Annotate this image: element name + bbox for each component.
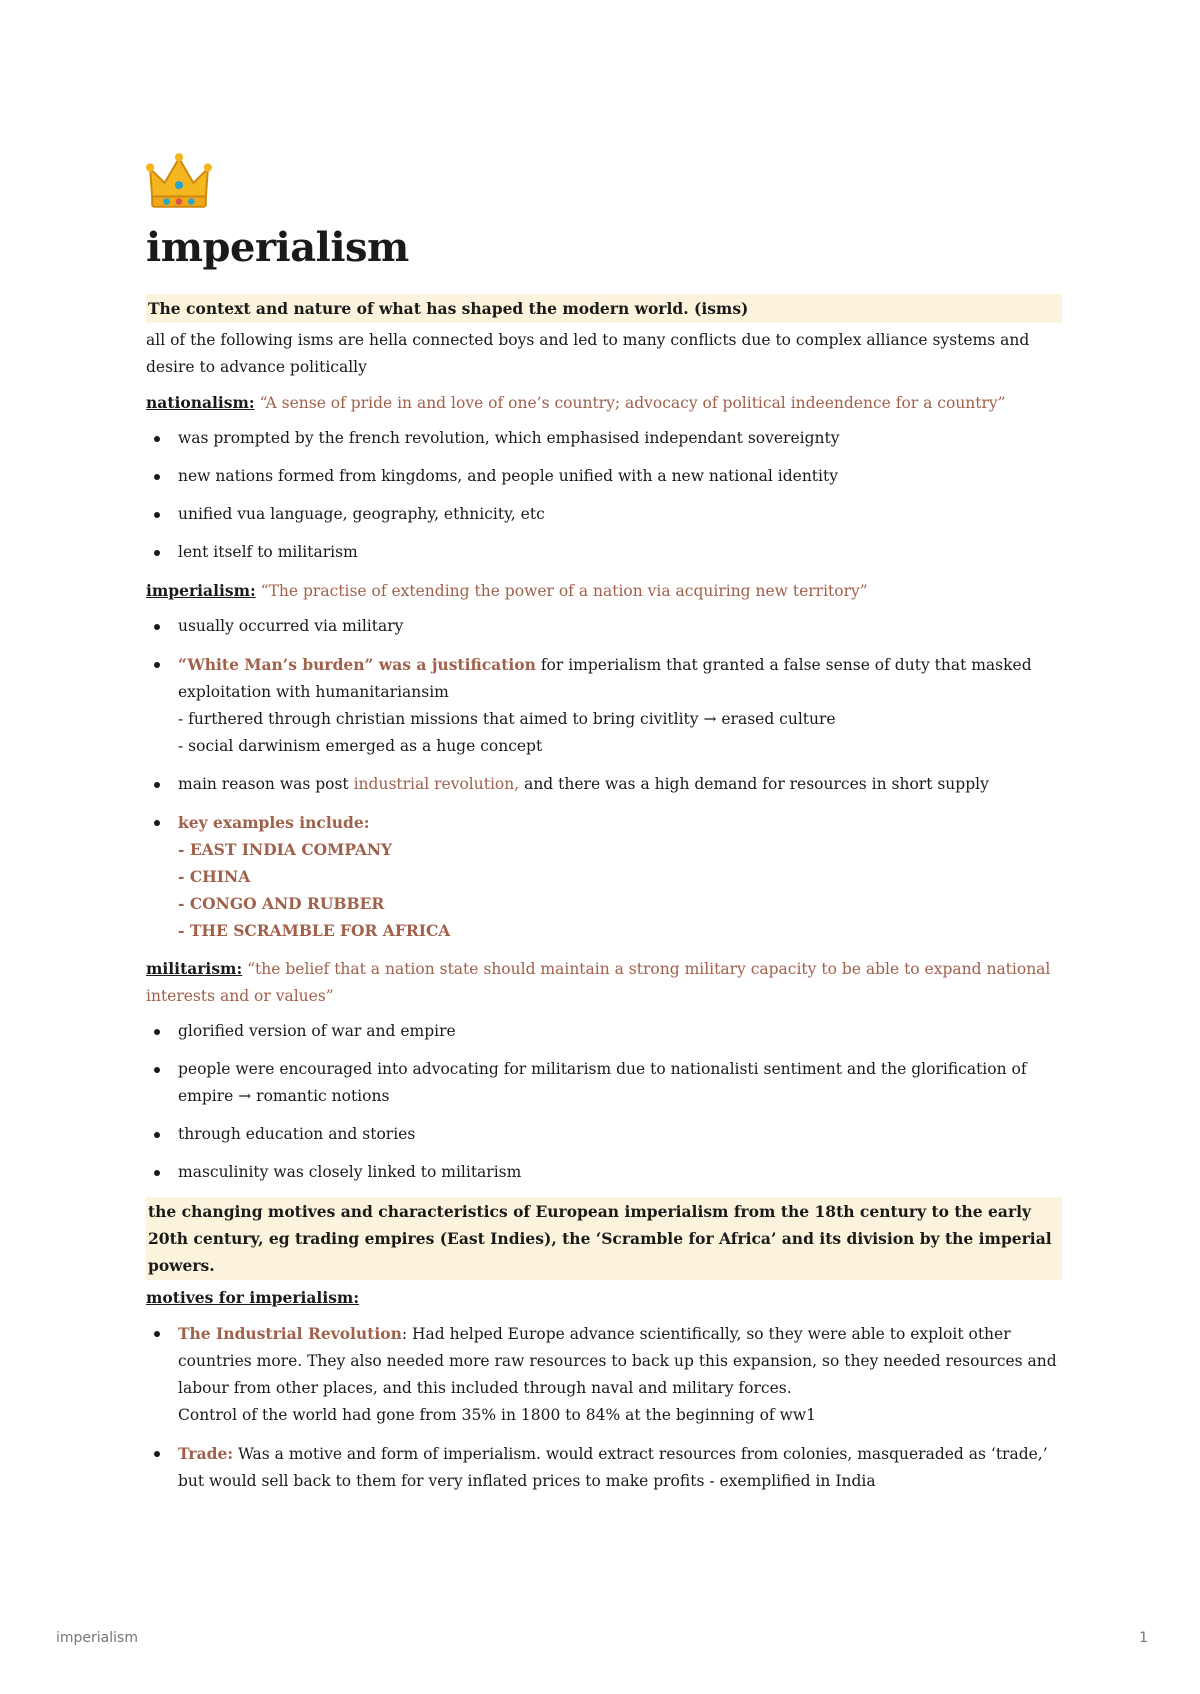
motives-heading — [146, 1284, 1062, 1312]
list-item: glorified version of war and empire — [146, 1018, 1062, 1045]
imperialism-definition — [146, 577, 1062, 605]
list-item — [146, 771, 1062, 798]
list-item: lent itself to militarism — [146, 539, 1062, 566]
white-mans-burden-text: “White Man’s burden” was a justification — [178, 655, 536, 674]
list-item — [146, 1320, 1062, 1429]
footer-doc-title: imperialism — [56, 1630, 138, 1646]
section-heading-context: The context and nature of what has shaped the modern world. (isms) — [146, 294, 1062, 323]
list-item: new nations formed from kingdoms, and people unified with a new national identity — [146, 463, 1062, 490]
list-item: was prompted by the french revolution, which emphasised independant sovereignty — [146, 425, 1062, 452]
example-item: - CHINA — [178, 867, 251, 886]
list-item: unified vua language, geography, ethnicity, etc — [146, 501, 1062, 528]
list-item: masculinity was closely linked to militarism — [146, 1159, 1062, 1186]
example-item: - THE SCRAMBLE FOR AFRICA — [178, 921, 451, 940]
list-item — [146, 809, 1062, 944]
list-item-text: for imperialism that granted a false sense of duty that masked exploitation with humanitariansim — [178, 656, 1032, 701]
trade-label: Trade: — [178, 1444, 234, 1463]
nationalism-quote: “A sense of pride in and love of one’s country; advocacy of political indeendence for a country” — [259, 394, 1006, 412]
list-item-text: main reason was post — [178, 775, 354, 793]
document-page — [146, 150, 1062, 1506]
crown-icon — [146, 150, 212, 216]
list-item — [146, 651, 1062, 760]
intro-paragraph: all of the following isms are hella connected boys and led to many conflicts due to complex alliance systems and desire to advance politically — [146, 331, 1030, 376]
sub-line: Control of the world had gone from 35% in 1800 to 84% at the beginning of ww1 — [178, 1406, 816, 1424]
sub-line: - furthered through christian missions that aimed to bring civitlity → erased culture — [178, 710, 836, 728]
list-item: usually occurred via military — [146, 613, 1062, 640]
nationalism-term: nationalism: — [146, 393, 255, 412]
list-item-text: : Had helped Europe advance scientifically, so they were able to exploit other countries more. They also needed more raw resources to back up this expansion, so they needed resources and labour from other places, and this included through naval and military forces. — [178, 1325, 1057, 1397]
nationalism-definition — [146, 389, 1062, 417]
motives-list — [146, 1320, 1062, 1495]
militarism-list — [146, 1018, 1062, 1186]
nationalism-list — [146, 425, 1062, 566]
sub-line: - social darwinism emerged as a huge concept — [178, 737, 543, 755]
list-item-text: Was a motive and form of imperialism. would extract resources from colonies, masqueraded as ‘trade,’ but would sell back to them for very inflated prices to make profits - exemplified in India — [178, 1445, 1048, 1490]
militarism-definition — [146, 955, 1062, 1010]
section-heading-motives: the changing motives and characteristics of European imperialism from the 18th century to the early 20th century, eg trading empires (East Indies), the ‘Scramble for Africa’ and its division by the imperial powers. — [146, 1197, 1062, 1280]
imperialism-term: imperialism: — [146, 581, 256, 600]
militarism-term: militarism: — [146, 959, 243, 978]
militarism-quote: “the belief that a nation state should maintain a strong military capacity to be able to expand national interests and or values” — [146, 960, 1051, 1005]
list-item: people were encouraged into advocating for militarism due to nationalisti sentiment and the glorification of empire → romantic notions — [146, 1056, 1062, 1110]
example-item: - EAST INDIA COMPANY — [178, 840, 393, 859]
page-number: 1 — [1139, 1630, 1148, 1646]
example-item: - CONGO AND RUBBER — [178, 894, 385, 913]
imperialism-list — [146, 613, 1062, 944]
industrial-revolution-label: The Industrial Revolution — [178, 1324, 402, 1343]
page-title: imperialism — [146, 224, 409, 271]
imperialism-quote: “The practise of extending the power of a nation via acquiring new territory” — [260, 582, 868, 600]
motives-term: motives for imperialism: — [146, 1288, 360, 1307]
key-examples-heading: key examples include: — [178, 813, 370, 832]
list-item — [146, 1440, 1062, 1495]
industrial-revolution-text: industrial revolution, — [353, 775, 520, 793]
list-item: through education and stories — [146, 1121, 1062, 1148]
list-item-text: and there was a high demand for resources in short supply — [519, 775, 989, 793]
